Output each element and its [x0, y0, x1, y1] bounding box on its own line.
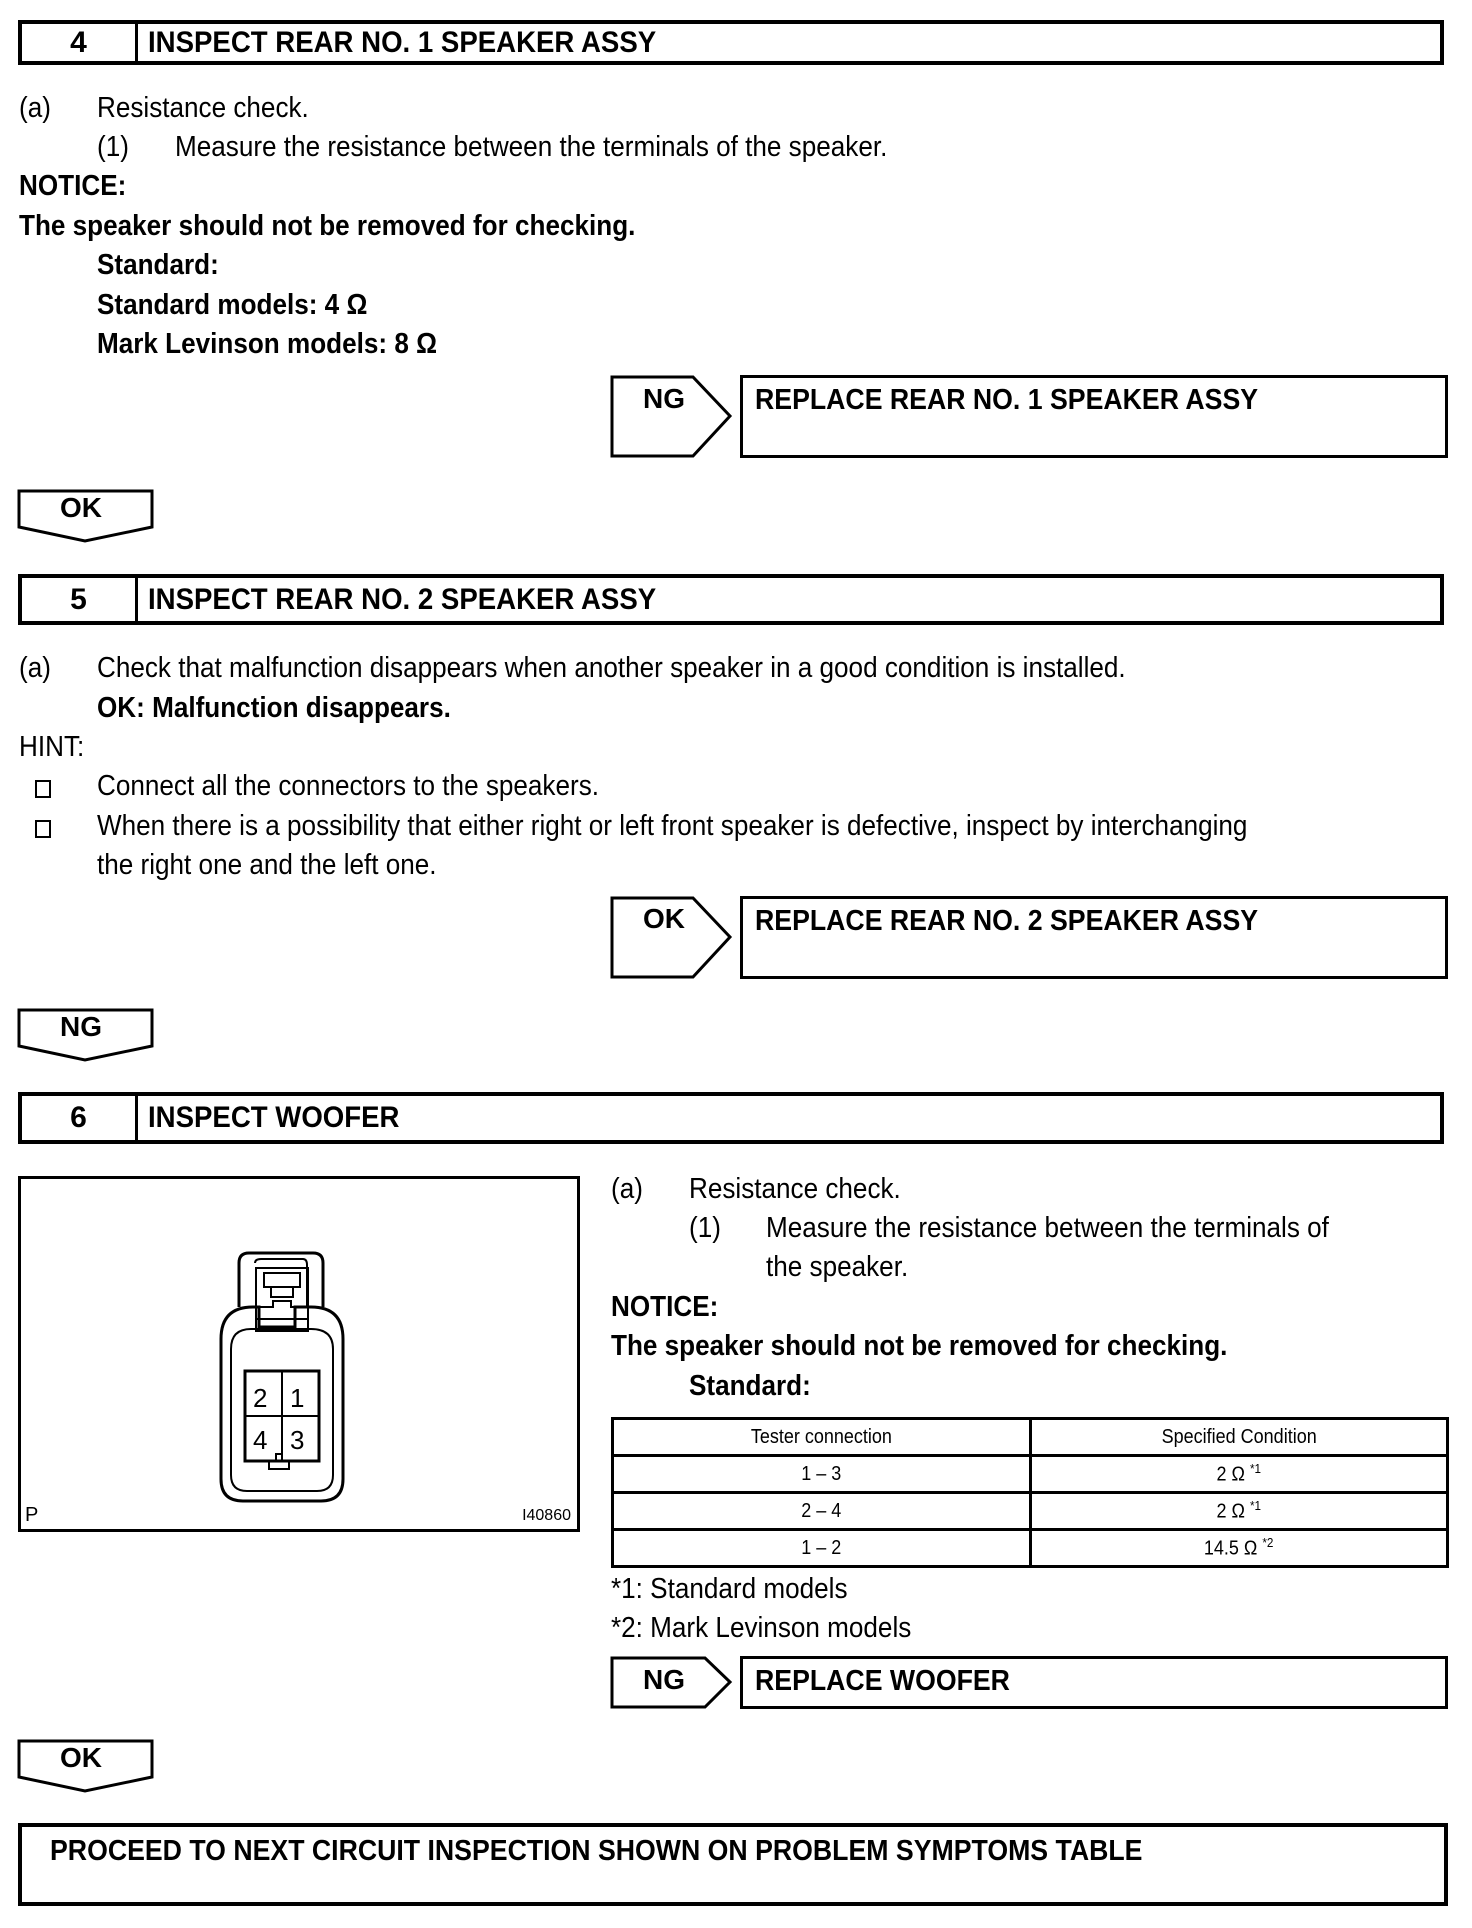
table-row [613, 1456, 1448, 1493]
result-text: REPLACE REAR NO. 1 SPEAKER ASSY [755, 384, 1259, 416]
notice-label: NOTICE: [611, 1291, 719, 1323]
step-title: INSPECT WOOFER [148, 1101, 400, 1134]
footnote: *1: Standard models [611, 1573, 848, 1605]
item-a-text: Resistance check. [97, 92, 309, 124]
specified-condition-cell: 14.5 Ω $^{*2}$ [1030, 1530, 1448, 1567]
pin-1-label: 1 [290, 1383, 305, 1413]
diagram-corner-label: P [25, 1504, 39, 1526]
column-header: Tester connection [613, 1419, 1031, 1456]
hint-bullet-icon [35, 780, 51, 798]
hint-item: When there is a possibility that either right or left front speaker is defective, inspect by interchanging [97, 810, 1248, 842]
item-a-label: (a) [611, 1173, 643, 1205]
specified-condition-cell: 2 Ω $^{*1}$ [1030, 1456, 1448, 1493]
item-a-text: Resistance check. [689, 1173, 901, 1205]
item-a-label: (a) [19, 652, 51, 684]
notice-text: The speaker should not be removed for checking. [611, 1330, 1228, 1362]
pin-2-label: 2 [253, 1383, 268, 1413]
hint-label: HINT: [19, 731, 85, 763]
item-1-text-continued: the speaker. [766, 1251, 909, 1283]
notice-text: The speaker should not be removed for checking. [19, 210, 636, 242]
step-number: 4 [22, 24, 138, 61]
ng-tag-label: NG [60, 1011, 102, 1042]
hint-item: Connect all the connectors to the speakers. [97, 770, 600, 802]
ok-tag-label: OK [60, 1742, 102, 1773]
step-5-header [18, 574, 1444, 625]
item-a-label: (a) [19, 92, 51, 124]
step-title: INSPECT REAR NO. 2 SPEAKER ASSY [148, 582, 657, 616]
ok-tag-label: OK [60, 492, 102, 523]
item-1-text: Measure the resistance between the terminals of the speaker. [175, 131, 888, 163]
mark-levinson-spec: Mark Levinson models: 8 Ω [97, 328, 438, 360]
tester-connection-cell: 1 – 3 [613, 1456, 1031, 1493]
pin-3-label: 3 [290, 1425, 305, 1455]
diagram-figure-id: I40860 [522, 1507, 571, 1524]
ng-tag-label: NG [643, 1664, 685, 1695]
table-row [613, 1493, 1448, 1530]
step-number: 6 [22, 1096, 138, 1140]
column-header: Specified Condition [1030, 1419, 1448, 1456]
replace-rear-no1-box[interactable] [740, 375, 1448, 458]
item-a-text: Check that malfunction disappears when another speaker in a good condition is installed. [97, 652, 1126, 684]
ok-tag-label: OK [643, 903, 685, 934]
result-text: REPLACE WOOFER [755, 1665, 1010, 1697]
ng-tag-label: NG [643, 383, 685, 414]
step-title: INSPECT REAR NO. 1 SPEAKER ASSY [148, 25, 657, 59]
specified-condition-cell: 2 Ω $^{*1}$ [1030, 1493, 1448, 1530]
replace-rear-no2-box[interactable] [740, 896, 1448, 979]
tester-connection-cell: 1 – 2 [613, 1530, 1031, 1567]
item-1-label: (1) [97, 131, 129, 163]
proceed-next-circuit-box[interactable] [18, 1823, 1448, 1906]
standard-models-spec: Standard models: 4 Ω [97, 289, 368, 321]
standard-label: Standard: [97, 249, 219, 281]
resistance-spec-table [611, 1417, 1449, 1568]
standard-label: Standard: [689, 1370, 811, 1402]
item-1-label: (1) [689, 1212, 721, 1244]
footnote: *2: Mark Levinson models [611, 1612, 912, 1644]
item-1-text: Measure the resistance between the terminals of [766, 1212, 1329, 1244]
hint-bullet-icon [35, 820, 51, 838]
step-6-header [18, 1092, 1444, 1144]
connector-icon [21, 1179, 577, 1529]
step-number: 5 [22, 578, 138, 621]
step-4-header [18, 20, 1444, 65]
pin-4-label: 4 [253, 1425, 268, 1455]
final-instruction: PROCEED TO NEXT CIRCUIT INSPECTION SHOWN ON PROBLEM SYMPTOMS TABLE [50, 1835, 1143, 1867]
notice-label: NOTICE: [19, 170, 127, 202]
replace-woofer-box[interactable] [740, 1656, 1448, 1709]
tester-connection-cell: 2 – 4 [613, 1493, 1031, 1530]
hint-item-continued: the right one and the left one. [97, 849, 437, 881]
result-text: REPLACE REAR NO. 2 SPEAKER ASSY [755, 905, 1259, 937]
table-header-row [613, 1419, 1448, 1456]
table-row [613, 1530, 1448, 1567]
woofer-connector-diagram [18, 1176, 580, 1532]
ok-condition: OK: Malfunction disappears. [97, 692, 451, 724]
